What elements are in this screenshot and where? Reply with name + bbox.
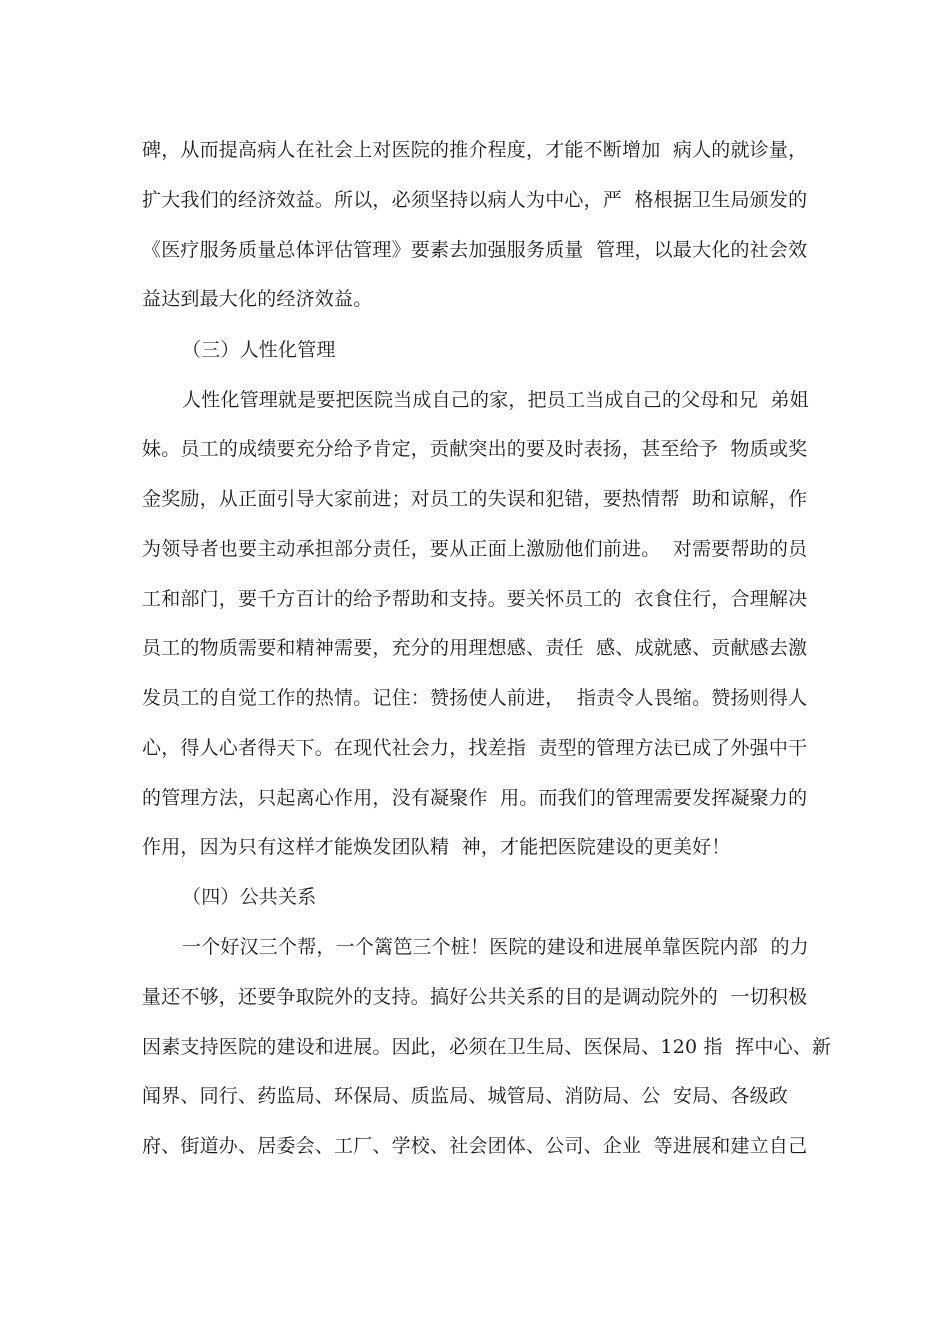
section-heading: （四）公共关系 (182, 886, 317, 908)
text-line: 闻界、同行、药监局、环保局、质监局、城管局、消防局、公 安局、各级政 (142, 1085, 789, 1107)
text-line: 《医疗服务质量总体评估管理》要素去加强服务质量 管理，以最大化的社会效 (142, 239, 808, 261)
text-line: 妹。员工的成绩要充分给予肯定，贡献突出的要及时表扬，甚至给予 物质或奖 (142, 438, 808, 460)
text-line: 工和部门，要千方百计的给予帮助和支持。要关怀员工的 衣食住行，合理解决 (142, 588, 808, 610)
text-line: 金奖励，从正面引导大家前进；对员工的失误和犯错，要热情帮 助和谅解，作 (142, 488, 808, 510)
text-line: 发员工的自觉工作的热情。记住：赞扬使人前进， 指责令人畏缩。赞扬则得人 (142, 687, 808, 709)
text-line: 益达到最大化的经济效益。 (142, 288, 373, 310)
text-line: 作用，因为只有这样才能焕发团队精 神，才能把医院建设的更美好！ (142, 836, 731, 858)
text-line: 扩大我们的经济效益。所以，必须坚持以病人为中心，严 格根据卫生局颁发的 (142, 189, 808, 211)
text-line: 员工的物质需要和精神需要，充分的用理想感、责任 感、成就感、贡献感去激 (142, 637, 808, 659)
text-line: 府、街道办、居委会、工厂、学校、社会团体、公司、企业 等进展和建立自己 (142, 1135, 808, 1157)
text-line: 碑，从而提高病人在社会上对医院的推介程度，才能不断增加 病人的就诊量， (142, 139, 808, 161)
paragraph-first-line: 一个好汉三个帮，一个篱笆三个桩！医院的建设和进展单靠医院内部 的力 (182, 936, 809, 958)
text-line: 因素支持医院的建设和进展。因此，必须在卫生局、医保局、120 指 挥中心、新 (142, 1036, 832, 1058)
text-line: 的管理方法，只起离心作用，没有凝聚作 用。而我们的管理需要发挥凝聚力的 (142, 787, 808, 809)
text-line: 量还不够，还要争取院外的支持。搞好公共关系的目的是调动院外的 一切积极 (142, 986, 808, 1008)
section-heading: （三）人性化管理 (182, 339, 336, 361)
text-line: 为领导者也要主动承担部分责任，要从正面上激励他们前进。 对需要帮助的员 (142, 538, 808, 560)
text-line: 心，得人心者得天下。在现代社会力，找差指 责型的管理方法已成了外强中干 (142, 737, 808, 759)
paragraph-first-line: 人性化管理就是要把医院当成自己的家，把员工当成自己的父母和兄 弟姐 (182, 389, 809, 411)
